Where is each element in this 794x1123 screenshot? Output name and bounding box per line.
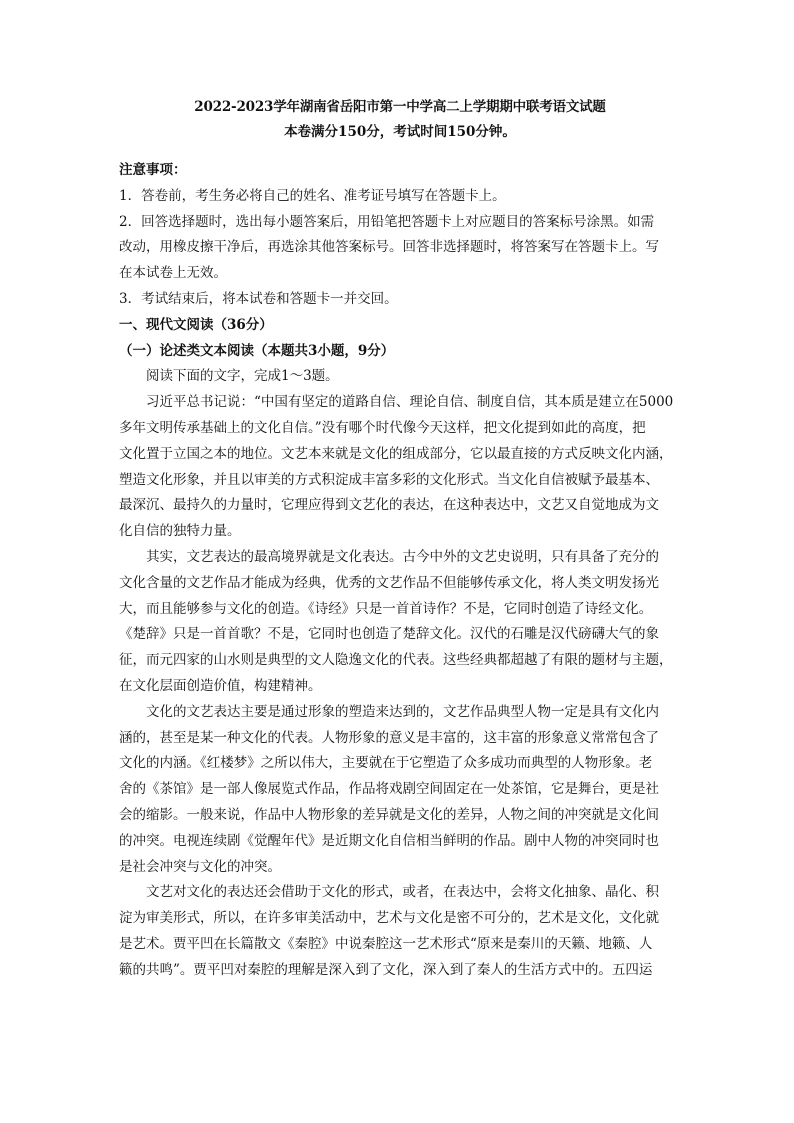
notice-heading: 注意事项：: [119, 162, 187, 178]
passage-line: 淀为审美形式，所以，在许多审美活动中，艺术与文化是密不可分的，艺术是文化，文化就: [119, 910, 659, 927]
passage-line: 多年文明传承基础上的文化自信。”没有哪个时代像今天这样，把文化提到如此的高度，把: [119, 419, 646, 436]
passage-line: 大，而且能够参与文化的创造。《诗经》只是一首首诗作？不是，它同时创造了诗经文化。: [119, 600, 653, 617]
notice-item-2: [119, 210, 681, 287]
notice-item-3: [119, 287, 681, 313]
passage-line: 是社会冲突与文化的冲突。: [119, 858, 281, 875]
document-page: [119, 94, 681, 984]
passage-line: 文化置于立国之本的地位。文艺本来就是文化的组成部分，它以最直接的方式反映文化内涵，: [119, 445, 673, 462]
subsection-heading: （一）论述类文本阅读（本题共3小题，9分）: [119, 342, 395, 359]
document-title: 2022-2023学年湖南省岳阳市第一中学高二上学期期中联考语文试题: [194, 99, 606, 115]
passage-line: 文化含量的文艺作品才能成为经典，优秀的文艺作品不但能够传承文化，将人类文明发扬光: [119, 574, 659, 591]
section-heading: 一、现代文阅读（36分）: [119, 316, 273, 333]
notice-line: 2．回答选择题时，选出每小题答案后，用铅笔把答题卡上对应题目的答案标号涂黑。如需: [119, 213, 655, 230]
passage-line: 征，而元四家的山水则是典型的文人隐逸文化的代表。这些经典都超越了有限的题材与主题，: [119, 652, 673, 669]
notice-line: 在本试卷上无效。: [119, 265, 227, 282]
passage-paragraph-1: [119, 390, 681, 545]
passage-line: 会的缩影。一般来说，作品中人物形象的差异就是文化的差异，人物之间的冲突就是文化间: [119, 806, 659, 823]
passage-paragraph-4: [119, 880, 681, 983]
passage-line: 在文化层面创造价值，构建精神。: [119, 677, 322, 694]
passage-line: 其实，文艺表达的最高境界就是文化表达。古今中外的文艺史说明，只有具备了充分的: [146, 548, 659, 565]
notice-line: 改动，用橡皮擦干净后，再选涂其他答案标号。回答非选择题时，将答案写在答题卡上。写: [119, 239, 659, 256]
document-subtitle: 本卷满分150分，考试时间150分钟。: [284, 124, 516, 140]
notice-item-1: [119, 184, 681, 210]
reading-instruction: 阅读下面的文字，完成1～3题。: [146, 368, 339, 385]
passage-line: 文化的文艺表达主要是通过形象的塑造来达到的，文艺作品典型人物一定是具有文化内: [146, 703, 659, 720]
notice-line: 1．答卷前，考生务必将自己的姓名、准考证号填写在答题卡上。: [119, 187, 506, 204]
passage-line: 《楚辞》只是一首首歌？不是，它同时也创造了楚辞文化。汉代的石雕是汉代磅礴大气的象: [119, 626, 659, 643]
passage-line: 舍的《茶馆》是一部人像展览式作品，作品将戏剧空间固定在一处茶馆，它是舞台，更是社: [119, 781, 659, 798]
passage-line: 习近平总书记说：“中国有坚定的道路自信、理论自信、制度自信，其本质是建立在5000: [146, 394, 674, 411]
passage-paragraph-3: [119, 700, 681, 881]
passage-line: 化自信的独特力量。: [119, 523, 241, 540]
passage-line: 文化的内涵。《红楼梦》之所以伟大，主要就在于它塑造了众多成功而典型的人物形象。老: [119, 755, 653, 772]
passage-line: 的冲突。电视连续剧《觉醒年代》是近期文化自信相当鲜明的作品。剧中人物的冲突同时也: [119, 832, 659, 849]
passage-line: 文艺对文化的表达还会借助于文化的形式，或者，在表达中，会将文化抽象、晶化、积: [146, 884, 659, 901]
notice-line: 3．考试结束后，将本试卷和答题卡一并交回。: [119, 290, 398, 307]
passage-paragraph-2: [119, 545, 681, 700]
passage-line: 最深沉、最持久的力量时，它理应得到文艺化的表达，在这种表达中，文艺又自觉地成为文: [119, 497, 659, 514]
passage-line: 塑造文化形象，并且以审美的方式积淀成丰富多彩的文化形式。当文化自信被赋予最基本、: [119, 471, 659, 488]
passage-line: 是艺术。贾平凹在长篇散文《秦腔》中说秦腔这一艺术形式“原来是秦川的天籁、地籁、人: [119, 935, 653, 952]
passage-line: 涵的，甚至是某一种文化的代表。人物形象的意义是丰富的，这丰富的形象意义常常包含了: [119, 729, 659, 746]
passage-line: 籁的共鸣”。贾平凹对秦腔的理解是深入到了文化，深入到了秦人的生活方式中的。五四运: [119, 961, 653, 978]
